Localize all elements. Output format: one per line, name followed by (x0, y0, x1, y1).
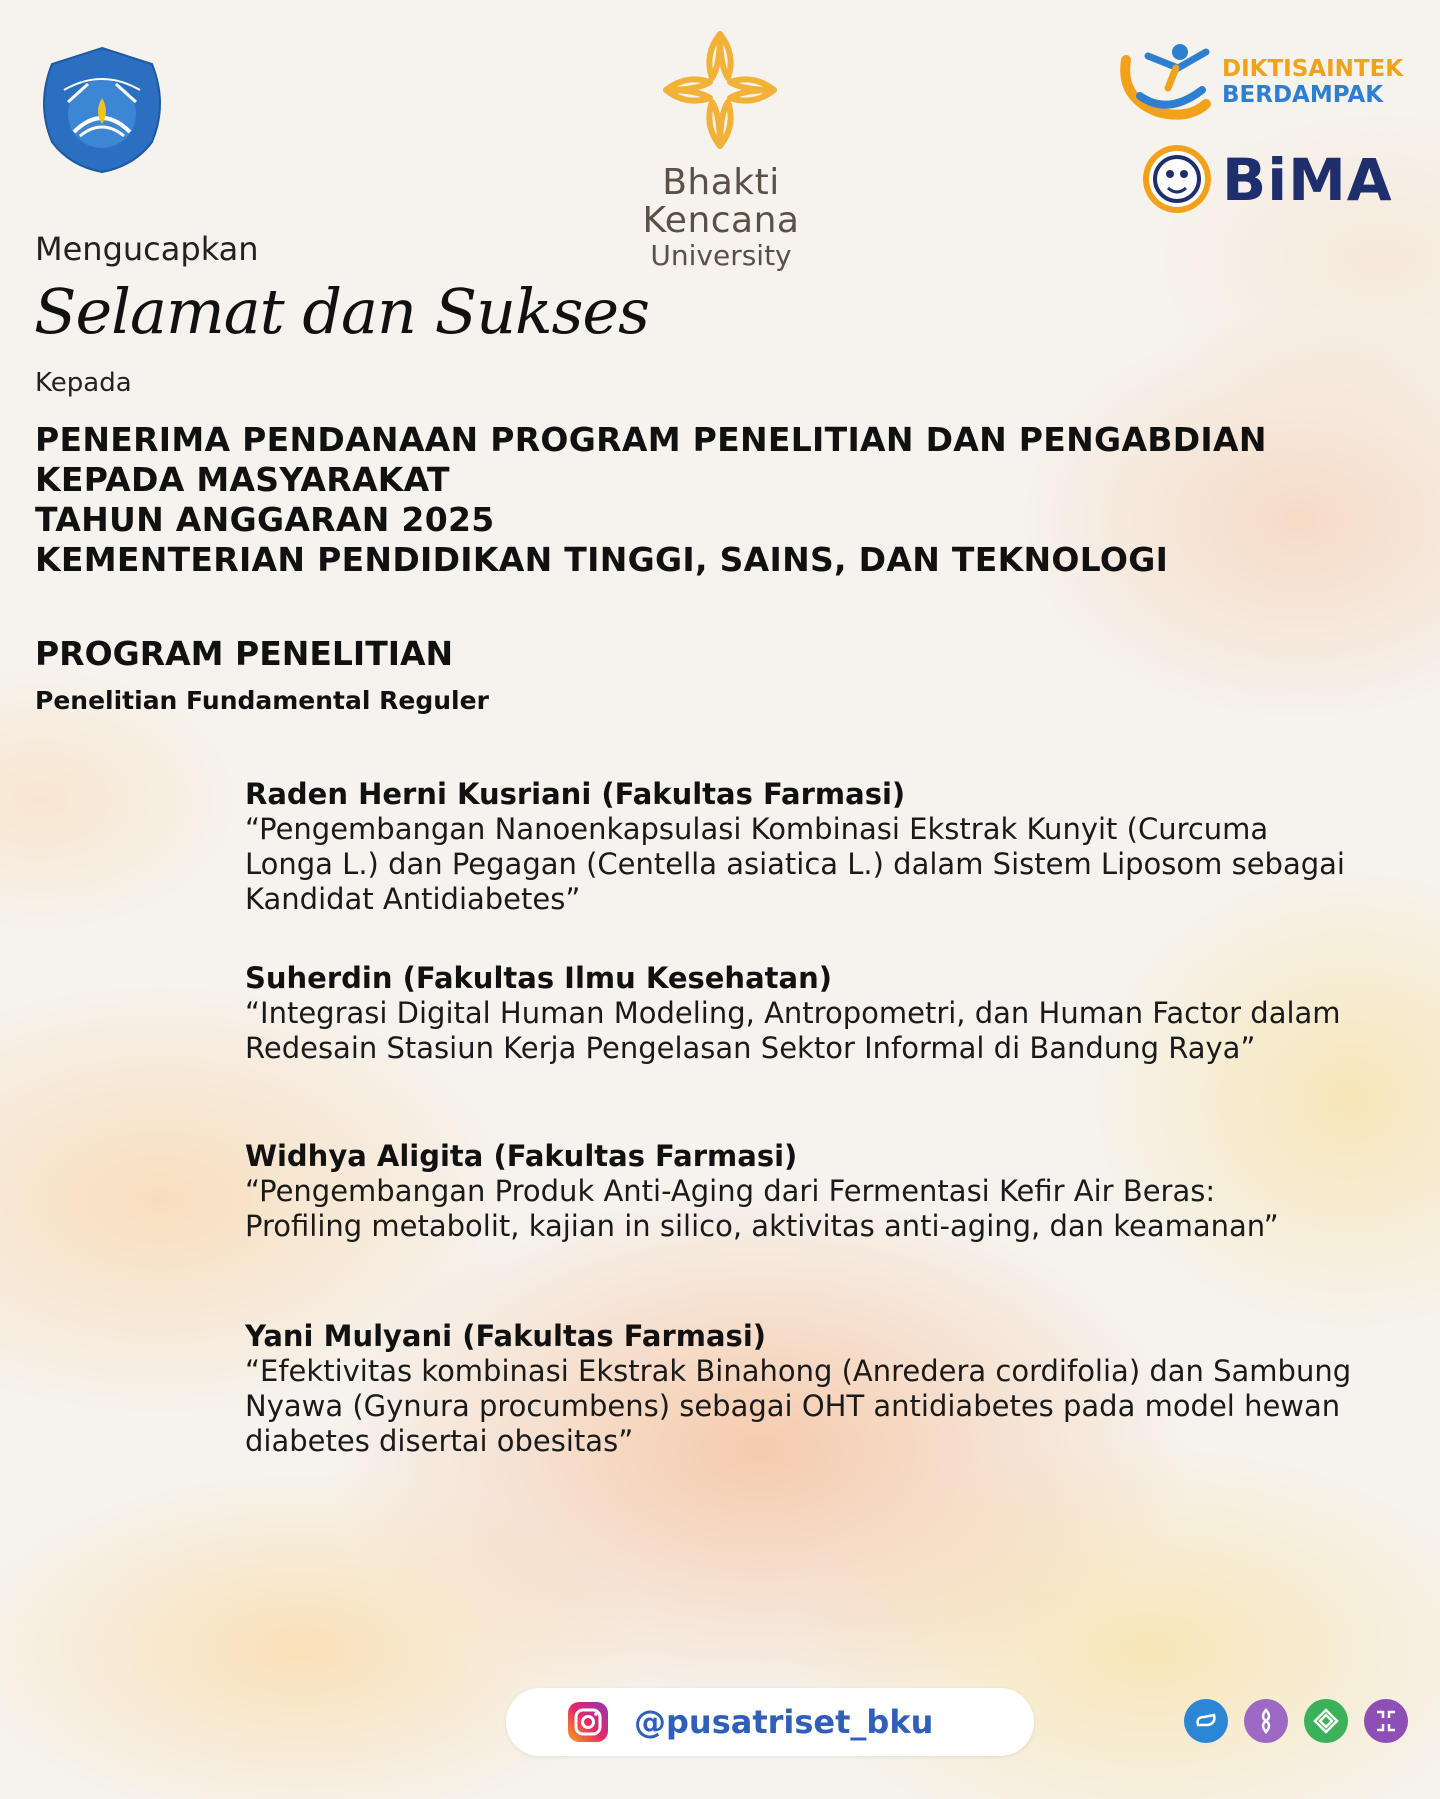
dikti-line-2: BERDAMPAK (1222, 82, 1384, 108)
diktisaintek-berdampak-logo (1222, 56, 1403, 108)
title-line: Kandidat Antidiabetes” (245, 882, 581, 916)
instagram-handle[interactable]: @pusatriset_bku (634, 1703, 934, 1741)
title-line: diabetes disertai obesitas” (245, 1424, 634, 1458)
subprogram-heading: Penelitian Fundamental Reguler (35, 686, 489, 715)
recipient-item (245, 1318, 1415, 1459)
instagram-icon (566, 1700, 610, 1744)
diktisaintek-figure-icon (1118, 42, 1218, 126)
title-line: Nyawa (Gynura procumbens) sebagai OHT antidiabetes pada model hewan (245, 1389, 1341, 1423)
recipient-item (245, 1138, 1415, 1244)
title-line: “Integrasi Digital Human Modeling, Antropometri, dan Human Factor dalam (245, 996, 1341, 1030)
title-line: KEPADA MASYARAKAT (35, 460, 450, 499)
main-title (35, 420, 1395, 580)
instagram-handle-pill[interactable] (506, 1688, 1034, 1756)
bima-mascot-icon (1140, 142, 1214, 216)
research-title (245, 996, 1415, 1066)
title-line: PENERIMA PENDANAAN PROGRAM PENELITIAN DAN PENGABDIAN (35, 420, 1267, 459)
title-line: KEMENTERIAN PENDIDIKAN TINGGI, SAINS, DAN TEKNOLOGI (35, 540, 1169, 579)
bku-flower-logo (660, 28, 780, 152)
program-heading: PROGRAM PENELITIAN (35, 634, 454, 673)
title-line: “Efektivitas kombinasi Ekstrak Binahong (Anredera cordifolia) dan Sambung (245, 1354, 1352, 1388)
research-title (245, 812, 1415, 917)
faculty-icon-purple (1244, 1699, 1288, 1743)
faculty-icon-blue (1184, 1699, 1228, 1743)
university-name: Bhakti Kencana (642, 162, 800, 241)
dikti-line-1: DIKTISAINTEK (1222, 56, 1404, 82)
title-line: Profiling metabolit, kajian in silico, aktivitas anti-aging, dan keamanan” (245, 1209, 1279, 1243)
recipient-name: Raden Herni Kusriani (Fakultas Farmasi) (245, 777, 906, 811)
research-title (245, 1174, 1415, 1244)
recipient-name: Widhya Aligita (Fakultas Farmasi) (245, 1139, 798, 1173)
greeting: Mengucapkan (35, 230, 259, 268)
tutwuri-handayani-logo (34, 44, 170, 176)
title-line: “Pengembangan Produk Anti-Aging dari Fermentasi Kefir Air Beras: (245, 1174, 1216, 1208)
research-title (245, 1354, 1415, 1459)
kepada-label: Kepada (35, 368, 132, 398)
faculty-icon-green (1304, 1699, 1348, 1743)
title-line: Longa L.) dan Pegagan (Centella asiatica L.) dalam Sistem Liposom sebagai (245, 847, 1345, 881)
faculty-icon-violet (1364, 1699, 1408, 1743)
recipient-name: Suherdin (Fakultas Ilmu Kesehatan) (245, 961, 832, 995)
script-heading: Selamat dan Sukses (34, 275, 649, 348)
recipient-item (245, 776, 1415, 917)
title-line: “Pengembangan Nanoenkapsulasi Kombinasi Ekstrak Kunyit (Curcuma (245, 812, 1269, 846)
university-sub: University (650, 239, 792, 272)
recipient-name: Yani Mulyani (Fakultas Farmasi) (245, 1319, 767, 1353)
bima-logo-text: BiMA (1222, 146, 1393, 214)
title-line: Redesain Stasiun Kerja Pengelasan Sektor Informal di Bandung Raya” (245, 1031, 1256, 1065)
bku-university-name (586, 164, 856, 272)
title-line: TAHUN ANGGARAN 2025 (35, 500, 495, 539)
recipient-item (245, 960, 1415, 1066)
